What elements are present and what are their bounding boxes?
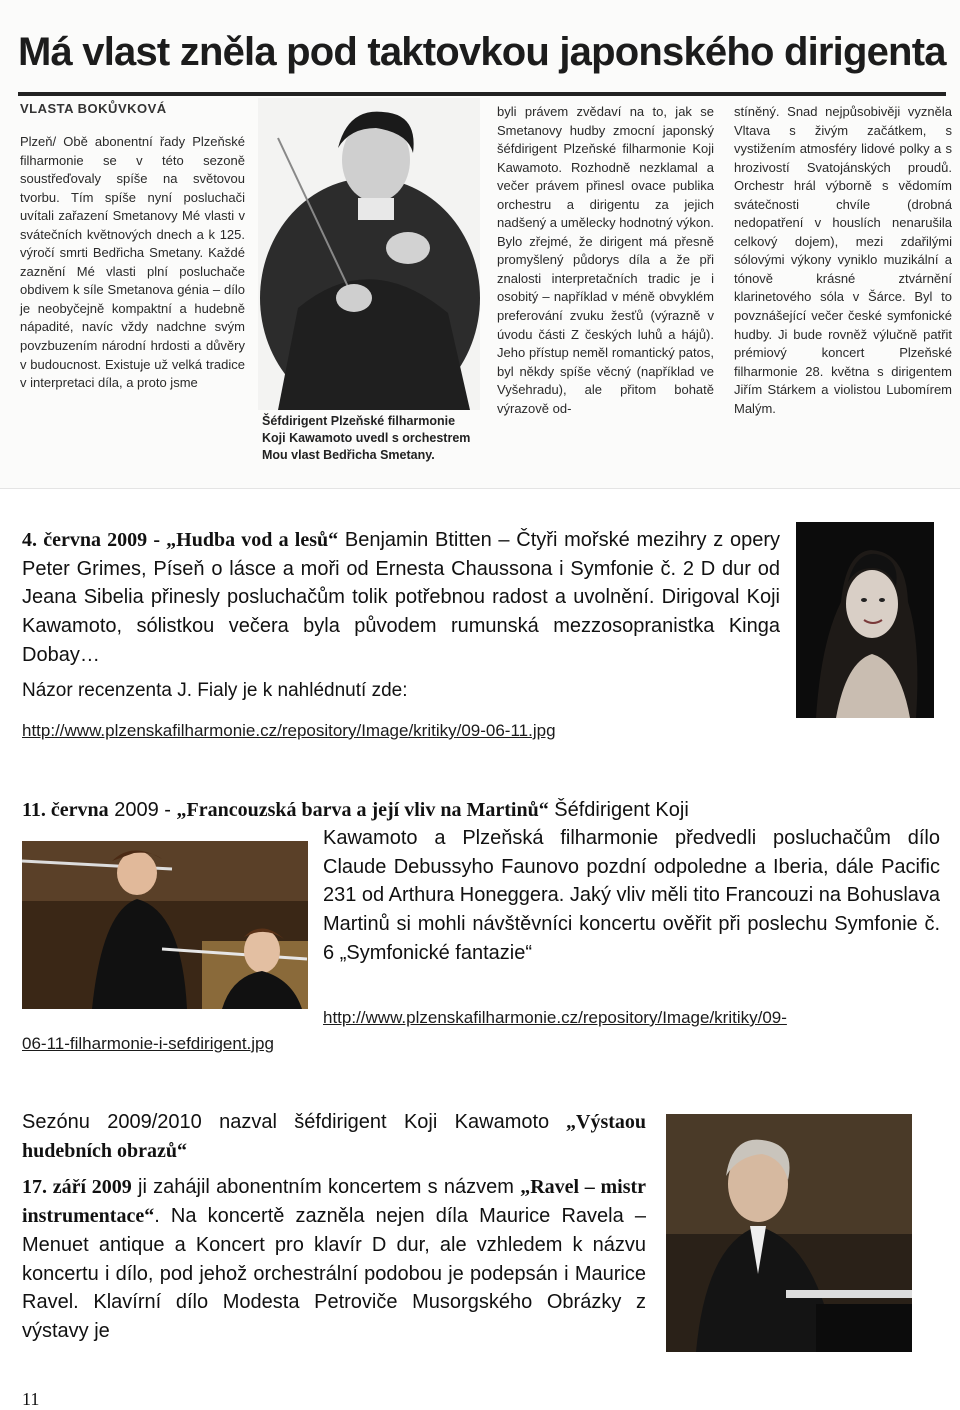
season-text-b: . Na koncertě zazněla nejen díla Maurice Ravela – Menuet antique a Koncert pro klavír D dur, ale vzhledem k názvu koncertu i dílo, pod jehož orchestrální podobou je podepsán i Maurice Ravel. Klavírní dílo Modesta Petroviče Musorgského Obrázky z výstavy je <box>22 1205 646 1342</box>
clipping-column-2: byli právem zvědaví na to, jak se Smetanovy hudby zmocní japonský šéfdirigent Plzeňské filharmonie Koji Kawamoto. Rozhodně nezklamal a večer právem přinesl ovace publika orchestru a dirigentu za jejich nadšený a umělecky hodnotný výkon. Bylo zřejmé, že dirigent má přesně promyšlený půdorys díla a že při znalosti interpretačních tradic je i osobitý – například v méně obvyklém preferování zvuku žesťů (výrazně v úvodu části Z českých luhů a hájů). Jeho přístup neměl romantický patos, byl někdy spíše věcný (například ve Vyšehradu), ale přitom bohatě výrazově od- <box>497 104 714 416</box>
entry1-title: „Hudba vod a lesů“ <box>166 529 339 551</box>
entry1-date: 4. června 2009 - <box>22 529 160 551</box>
conductor-photo <box>258 98 480 410</box>
entry2-date: 11. června <box>22 799 109 821</box>
clipping-column-3: stíněný. Snad nejpůsobivěji vyzněla Vltava s živým začátkem, s vystižením atmosféry lidové polky a s hrozivostí Svatojánských proudů. Orchestr hrál výborně s vědomím svátečnosti chvíle (drobná nedopatření v houslích nenarušila celkový dojem), mezi zdařilými sólovými výkony vyniklo muzikální a tónově krásné ztvárnění klarinetového sóla v Šárce. Byl to povznášející večer české symfonické hudby. Ji bude rovněž výlučně patřit prémiový koncert Plzeňské filharmonie 28. května s dirigentem Jiřím Stárkem a violistou Lubomírem Malým. <box>734 104 952 416</box>
season-intro: Sezónu 2009/2010 nazval šéfdirigent Koji Kawamoto <box>22 1111 550 1133</box>
entry2-text: Kawamoto a Plzeňská filharmonie předvedli posluchačům dílo Claude Debussyho Faunovo pozdní odpoledne a Iberia, dále Pacific 231 od Arthura Honeggera. Jaký vliv měli tito Francouzi na Bohuslava Martinů si mohli návštěvníci koncertu ověřit při poslechu Symfonie č. 6 <box>323 827 941 964</box>
entry2-symphony-title: „Symfonické fantazie“ <box>339 941 532 964</box>
conductor-photo-image <box>258 98 480 410</box>
entry1-review-link[interactable]: http://www.plzenskafilharmonie.cz/repository/Image/kritiky/09-06-11.jpg <box>22 721 556 740</box>
entry2-lead: Šéfdirigent Koji <box>548 799 689 821</box>
season-2009-2010-text <box>22 1108 646 1346</box>
headline-rule <box>18 92 946 96</box>
pianist-photo <box>666 1114 912 1352</box>
season-title: „Výstaou hudebních obrazů“ <box>22 1111 647 1162</box>
entry1-text: Benjamin Btitten – Čtyři mořské mezihry z opery Peter Grimes, Píseň o lásce a moři od Ernesta Chaussona i Symfonie č. 2 D dur od Jeana Sibelia přinesly posluchačům tolik potřebnou radost a uvolnění. Dirigoval Koji Kawamoto, sólistkou večera byla původem rumunská mezzosopranistka Kinga Dobay… <box>22 529 780 666</box>
entry2-title: „Francouzská barva a její vliv na Martinů“ <box>176 799 549 821</box>
pianist-photo-image <box>666 1114 912 1352</box>
clipping-headline: Má vlast zněla pod taktovkou japonského dirigenta <box>18 30 946 74</box>
entry2-review-link-part2[interactable]: 06-11-filharmonie-i-sefdirigent.jpg <box>22 1034 274 1053</box>
clipping-column-1: Plzeň/ Obě abonentní řady Plzeňské filharmonie se v této sezoně soustřeďovaly spíše na světovou tvorbu. Tím spíše nyní posluchači uvítali zařazení Smetanovy Mé vlasti v svátečních květnových dnech a k 125. výročí smrti Bedřicha Smetany. Každé zaznění Mé vlasti plní posluchače obdivem k síle Smetanova génia – dílo je neobyčejně kompaktní a hudebně nápadité, navíc vždy nadchne svým povzbuzením národní hrdosti a důvěry v budoucnost. Existuje už velká tradice v interpretaci díla, a proto jsme <box>20 134 245 391</box>
clipping-author: VLASTA BOKŮVKOVÁ <box>20 101 167 116</box>
entry2-review-link-part1[interactable]: http://www.plzenskafilharmonie.cz/repository/Image/kritiky/09- <box>323 1008 787 1027</box>
page-number: 11 <box>22 1389 40 1409</box>
flutists-photo <box>22 841 308 1009</box>
mezzosoprano-photo-image <box>796 522 934 718</box>
season-concert-date: 17. září 2009 <box>22 1176 132 1199</box>
concert-entry-june-11-heading <box>22 796 940 825</box>
clipping-photo-caption: Šéfdirigent Plzeňské filharmonie Koji Kawamoto uvedl s orchestrem Mou vlast Bedřicha Smetany. <box>262 414 471 462</box>
season-concert-title: „Ravel – mistr instrumentace“ <box>22 1176 647 1228</box>
entry2-year: 2009 - <box>108 799 177 821</box>
concert-entry-june-4 <box>22 526 780 670</box>
season-text-a: ji zahájil abonentním koncertem s názvem <box>131 1176 521 1199</box>
flutists-photo-image <box>22 841 308 1009</box>
newspaper-clipping <box>0 0 960 489</box>
concert-entry-june-11-text <box>323 824 940 968</box>
mezzosoprano-photo <box>796 522 934 718</box>
entry1-review-note: Názor recenzenta J. Fialy je k nahlédnutí zde: <box>22 680 408 701</box>
